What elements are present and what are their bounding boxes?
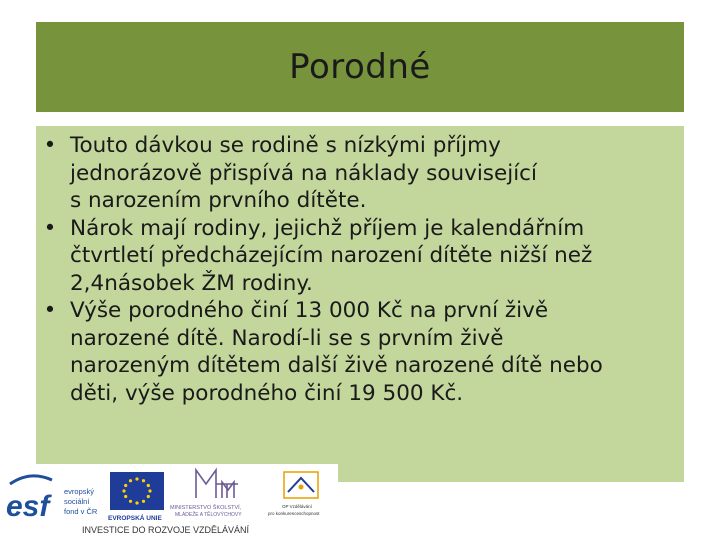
bullet-dot-icon: •	[43, 298, 57, 323]
esf-mark: esf	[6, 490, 50, 523]
eu-logo	[108, 472, 164, 522]
bullet-list	[36, 126, 684, 407]
content-box	[36, 126, 684, 482]
esf-text-line: fond v ČR	[64, 507, 98, 516]
bullet-line: jednorázově přispívá na náklady související	[70, 160, 537, 186]
eu-label: EVROPSKÁ UNIE	[108, 515, 162, 522]
tagline: INVESTICE DO ROZVOJE VZDĚLÁVÁNÍ	[82, 525, 250, 535]
bullet-dot-icon: •	[43, 215, 57, 241]
bullet-line: Touto dávkou se rodině s nízkými příjmy	[70, 133, 501, 158]
op-dot-icon	[299, 485, 304, 490]
bullet-line: děti, výše porodného činí 19 500 Kč.	[70, 380, 464, 406]
logo-strip	[0, 464, 338, 540]
title-bar	[36, 22, 684, 112]
logo-strip-graphic	[0, 464, 338, 540]
bullet-line: Nárok mají rodiny, jejichž příjem je kalendářním	[70, 215, 585, 241]
bullet-dot-icon: •	[43, 133, 57, 158]
op-label-line: pro konkurenceschopnost	[268, 511, 320, 516]
bullet-item	[36, 297, 676, 407]
bullet-line: narozené dítě. Narodí-li se s prvním živě	[70, 325, 504, 351]
bullet-line: narozeným dítětem další živě narozené dítě nebo	[70, 353, 603, 378]
esf-logo	[6, 476, 98, 523]
op-label-line: OP Vzdělávání	[282, 504, 312, 509]
bullet-line: 2,4násobek ŽM rodiny.	[70, 270, 313, 296]
bullet-line: Výše porodného činí 13 000 Kč na první živě	[70, 298, 549, 323]
esf-swoosh-icon	[10, 476, 52, 484]
msmt-logo	[170, 470, 242, 518]
esf-text-line: evropský	[64, 487, 95, 496]
esf-text-line: sociální	[64, 497, 90, 506]
msmt-label-line: MLÁDEŽE A TĚLOVÝCHOVY	[175, 512, 242, 518]
bullet-line: čtvrtletí předcházejícím narození dítěte nižší než	[70, 243, 593, 268]
slide-title: Porodné	[289, 47, 431, 87]
bullet-item	[36, 215, 676, 298]
op-logo	[268, 472, 320, 516]
bullet-line: s narozením prvního dítěte.	[70, 188, 367, 213]
msmt-mark-icon	[196, 470, 238, 498]
bullet-item	[36, 132, 676, 215]
msmt-label-line: MINISTERSTVO ŠKOLSTVÍ,	[170, 505, 242, 511]
